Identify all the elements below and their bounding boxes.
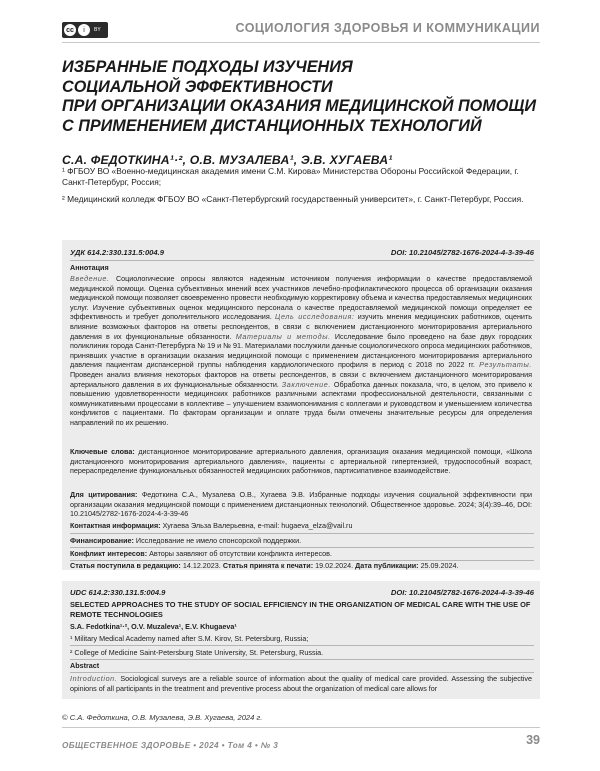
accepted-label: Статья принята к печати: <box>222 561 314 570</box>
english-abstract-body <box>70 674 532 693</box>
contact-info <box>70 521 532 531</box>
accepted-date: 19.02.2024. <box>315 561 354 570</box>
article-dates <box>70 561 532 571</box>
article-title <box>62 58 542 136</box>
box-divider <box>70 547 534 548</box>
title-line: С ПРИМЕНЕНИЕМ ДИСТАНЦИОННЫХ ТЕХНОЛОГИЙ <box>62 116 482 135</box>
title-line: ПРИ ОРГАНИЗАЦИИ ОКАЗАНИЯ МЕДИЦИНСКОЙ ПОМОЩИ <box>62 97 536 116</box>
citation-text: Федоткина С.А., Музалева О.В., Хугаева Э.В. Избранные подходы изучения социальной эффективности при организации оказания медицинской помощи с применением дистанционных технологий. Общественное здоровье. 2024; 3(4):39–46, DOI: 10.21045/2782-1676-2024-4-3-39-46 <box>70 490 532 519</box>
copyright-notice: © С.А. Федоткина, О.В. Музалева, Э.В. Хугаева, 2024 г. <box>62 713 263 722</box>
keywords <box>70 447 532 476</box>
udc-code: УДК 614.2:330.131.5:004.9 <box>70 248 164 257</box>
results-text: Проведен анализ влияния некоторых факторов на ответы респондентов, в связи с включением дистанционного мониторирования артериального давления в их функциональные обязанности. <box>70 369 532 389</box>
header-divider <box>62 42 540 43</box>
russian-abstract-box <box>62 240 540 570</box>
creative-commons-license-badge[interactable] <box>62 22 108 38</box>
affiliation-2: ² Медицинский колледж ФГБОУ ВО «Санкт-Петербургский государственный университет», г. Санкт-Петербург, Россия. <box>62 194 524 204</box>
funding <box>70 536 532 546</box>
abstract-heading: Аннотация <box>70 263 109 272</box>
conflict-text: Авторы заявляют об отсутствии конфликта интересов. <box>149 549 332 558</box>
intro-text: Социологические опросы являются надежным источником получения информации о качестве предоставляемой медицинской помощи. Оценка субъективных мнений всех участников лечебно-профилактического процесса об организации оказания медицинской помощи позволяет своевременно провести необходимую корректировку объема и качества предоставляемых медицинских услуг. Изучение субъективных оценок медицинского персонала о качестве предоставляемой медицинской помощи определяет ее эффективность и требует дополнительного исследования. <box>70 274 533 322</box>
citation <box>70 490 532 519</box>
citation-label: Для цитирования: <box>70 490 138 499</box>
published-date: 25.09.2024. <box>420 561 459 570</box>
methods-text: Исследование было проведено на базе двух городских поликлиник города Санкт-Петербурга № 19 и № 91. Материалами послужили данные социологического опроса медицинских работников, принявших участие в организации оказания медицинской помощи с применением дистанционного мониторирования артериального давления пациентам диспансерной группы наблюдения кардиологического профиля в период с 2018 по 2022 гг. <box>70 331 533 370</box>
box-divider <box>70 645 534 646</box>
funding-text: Исследование не имело спонсорской поддержки. <box>135 536 302 545</box>
english-affiliation-1: ¹ Military Medical Academy named after S.M. Kirov, St. Petersburg, Russia; <box>70 634 309 643</box>
conflict-of-interest <box>70 549 532 559</box>
received-date: 14.12.2023. <box>182 561 221 570</box>
journal-section-title: СОЦИОЛОГИЯ ЗДОРОВЬЯ И КОММУНИКАЦИИ <box>235 21 540 35</box>
footer-divider <box>62 727 540 728</box>
aim-label: Цель исследования: <box>274 312 355 322</box>
received-label: Статья поступила в редакцию: <box>70 561 181 570</box>
english-abstract-heading: Abstract <box>70 661 100 670</box>
license-tag: BY <box>94 27 101 33</box>
doi-link[interactable]: DOI: 10.21045/2782-1676-2024-4-3-39-46 <box>390 248 534 257</box>
attribution-icon: i <box>78 24 90 36</box>
keywords-text: дистанционное мониторирование артериального давления, организация оказания медицинской помощи, «Школа дистанционного мониторирования артериального давления», пациенты с артериальной гипертензией, трудоспособный возраст, перераспределение функциональных обязанностей медицинских работников, партисипативное взаимодействие. <box>70 447 532 476</box>
english-intro-text: Sociological surveys are a reliable source of information about the quality of medical care provided. Assessing the subjective opinions of all participants in the treatment and preventive process about the organization of medical care allows for <box>70 674 532 693</box>
conclusion-text: Обработка данных показала, что, в целом, это привело к повышению удовлетворенности медицинских работников различными аспектами профессиональной деятельности, связанными с коммуникативными процессами в коллективе – улучшением взаимопонимания с коллегами и руководством и уменьшением количества конфликтов с пациентами. По факторам организации и оплате труда были отмечены значительные ресурсы для определения направлений по их решению. <box>70 379 532 427</box>
title-line: ИЗБРАННЫЕ ПОДХОДЫ ИЗУЧЕНИЯ <box>62 58 353 76</box>
cc-icon: cc <box>64 24 76 36</box>
english-authors: S.A. Fedotkina¹·², O.V. Muzaleva¹, E.V. Khugaeva¹ <box>70 622 237 631</box>
box-divider <box>70 659 534 660</box>
aim-text: изучить мнения медицинских работников, оценить влияние возможных факторов на ответы респондентов, в связи с включением дистанционного мониторирования артериального давления в их функциональные обязанности. <box>70 312 532 341</box>
results-label: Результаты. <box>479 360 532 370</box>
conflict-label: Конфликт интересов: <box>70 549 148 558</box>
intro-label: Введение. <box>70 274 110 283</box>
journal-issue-info: ОБЩЕСТВЕННОЕ ЗДОРОВЬЕ • 2024 • Том 4 • № 3 <box>62 741 279 750</box>
english-abstract-box <box>62 581 540 699</box>
box-divider <box>70 260 534 261</box>
affiliation-1: ¹ ФГБОУ ВО «Военно-медицинская академия имени С.М. Кирова» Министерства Обороны Российской Федерации, г. Санкт-Петербург, Россия; <box>62 166 519 188</box>
title-line: СОЦИАЛЬНОЙ ЭФФЕКТИВНОСТИ <box>62 77 333 96</box>
english-intro-label: Introduction. <box>70 674 118 683</box>
doi-link[interactable]: DOI: 10.21045/2782-1676-2024-4-3-39-46 <box>390 588 534 597</box>
contact-text[interactable]: Хугаева Эльза Валерьевна, e-mail: hugaeva_elza@vail.ru <box>162 521 353 530</box>
abstract-body <box>70 274 532 428</box>
udc-code: UDC 614.2:330.131.5:004.9 <box>70 588 166 597</box>
box-divider <box>70 533 534 534</box>
english-title: SELECTED APPROACHES TO THE STUDY OF SOCIAL EFFICIENCY IN THE ORGANIZATION OF MEDICAL CARE WITH THE USE OF REMOTE TECHNOLOGIES <box>70 600 531 619</box>
page-number: 39 <box>526 733 540 747</box>
conclusion-label: Заключение. <box>281 379 331 389</box>
box-divider <box>70 672 534 673</box>
article-authors: С.А. ФЕДОТКИНА¹·², О.В. МУЗАЛЕВА¹, Э.В. ХУГАЕВА¹ <box>62 153 393 167</box>
methods-label: Материалы и методы. <box>235 331 331 341</box>
keywords-label: Ключевые слова: <box>70 447 135 456</box>
published-label: Дата публикации: <box>355 561 419 570</box>
contact-label: Контактная информация: <box>70 521 161 530</box>
page-header <box>62 20 540 42</box>
english-affiliation-2: ² College of Medicine Saint-Petersburg State University, St. Petersburg, Russia. <box>70 648 324 657</box>
funding-label: Финансирование: <box>70 536 134 545</box>
